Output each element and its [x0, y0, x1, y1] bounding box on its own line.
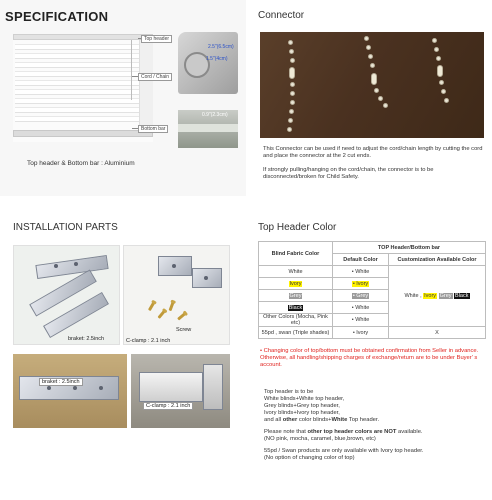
note-text: Please note that — [264, 429, 308, 435]
fabric-grey: Grey — [289, 292, 302, 299]
chain-bead — [432, 38, 437, 43]
table-row — [259, 327, 486, 339]
blind-slat — [15, 107, 151, 113]
top-header-callout: Top header — [141, 35, 172, 43]
note-text: and all — [264, 417, 283, 423]
screw-icon — [148, 302, 155, 311]
chain-bead — [439, 80, 444, 85]
default-cell — [333, 290, 389, 302]
chain-bead — [444, 98, 449, 103]
bottom-bar-dimension: 0.9"(2.3cm) — [202, 112, 228, 118]
specification-caption: Top header & Bottom bar : Aluminium — [27, 160, 135, 167]
note-bold: other — [282, 417, 298, 423]
note-text: Top header. — [347, 417, 380, 423]
note-text: color blinds+ — [297, 417, 332, 423]
cord-chain — [131, 40, 132, 100]
blind-slat — [15, 116, 151, 122]
note-line — [264, 429, 488, 436]
fabric-cell — [259, 290, 333, 302]
table-row — [259, 266, 486, 278]
note-text: available. — [396, 429, 423, 435]
fabric-cell — [259, 302, 333, 314]
braket-label: braket: 2.5inch — [68, 336, 105, 342]
top-header-color-title: Top Header Color — [258, 222, 337, 233]
chain-bead — [374, 88, 379, 93]
clamp-parts-photo — [123, 245, 230, 345]
chain-bead — [287, 127, 292, 132]
custom-black: Black — [455, 293, 469, 299]
note-line: White blinds+White top header, — [264, 396, 345, 402]
connector-safety-note: If strongly pulling/hanging on the cord/chain, the connector is to be disconnected/broken for Child Safety. — [263, 167, 434, 180]
chain-bead — [290, 82, 295, 87]
top-header-notes — [264, 389, 488, 462]
screw-icon — [169, 302, 175, 311]
c-clamp-install-label: C-clamp : 2.1 inch — [143, 402, 193, 410]
chain-bead — [370, 63, 375, 68]
bracket-part — [35, 255, 108, 279]
top-header-rail — [13, 34, 153, 40]
installed-header — [139, 372, 203, 402]
default-ivory: • Ivory — [352, 280, 369, 287]
connector-clip — [371, 73, 377, 85]
connector-clip — [289, 67, 295, 79]
bracket-parts-photo — [13, 245, 120, 345]
group-header: TOP Header/Bottom bar — [333, 242, 486, 254]
fabric-ivory: Ivory — [289, 280, 302, 287]
default-cell: • White — [333, 314, 389, 327]
chain-bead — [366, 45, 371, 50]
chain-bead — [289, 109, 294, 114]
connector-photo — [260, 32, 484, 138]
note-line: (No option of changing color of top) — [264, 455, 355, 461]
specification-title: SPECIFICATION — [5, 9, 109, 24]
note-line: Grey blinds+Grey top header, — [264, 403, 340, 409]
default-cell: • White — [333, 266, 389, 278]
col-blind-fabric: Blind Fabric Color — [259, 242, 333, 266]
top-header-dimension: 2.5"(6.5cm) — [208, 44, 234, 50]
default-grey: • Grey — [352, 292, 369, 299]
bottom-bar-strip — [178, 124, 238, 132]
col-default-color: Default Color — [333, 254, 389, 266]
note-line: Top header is to be — [264, 389, 314, 395]
chain-bead — [378, 96, 383, 101]
custom-white: White , — [404, 293, 422, 299]
chain-bead — [289, 49, 294, 54]
note-line: (NO pink, mocha, caramel, blue,brown, etc) — [264, 436, 376, 442]
color-change-warning: • Changing color of top/bottom must be obtained confirmation from Seller in advance. Otherwise, all handling/shipping charges of exchange/return are to be under Buyer' s account. — [260, 348, 479, 368]
note-bold: White — [331, 417, 348, 423]
bracket-hole — [73, 386, 77, 390]
fabric-cell: Other Colors (Mocha, Pink etc) — [259, 314, 333, 327]
bracket-hole — [47, 386, 51, 390]
bottom-bar-rail — [13, 130, 153, 137]
cord-chain-callout: Cord / Chain — [138, 73, 172, 81]
note-line — [264, 417, 488, 424]
screw-label: Screw — [176, 327, 192, 333]
installed-clamp — [203, 364, 223, 410]
fabric-cell: White — [259, 266, 333, 278]
chain-bead — [364, 36, 369, 41]
bracket-hole — [99, 386, 103, 390]
fabric-cell: 55pd , swan (Triple shades) — [259, 327, 333, 339]
chain-bead — [383, 103, 388, 108]
note-line: 55pd / Swan products are only available with Ivory top header. — [264, 448, 424, 454]
fabric-black: Black — [288, 304, 303, 311]
note-bold: other top header colors are NOT — [307, 429, 397, 435]
top-header-color-table — [258, 241, 486, 339]
col-custom-color: Customization Available Color — [389, 254, 486, 266]
clamp-installed-photo — [131, 354, 230, 428]
chain-bead — [290, 91, 295, 96]
connector-clip — [437, 65, 443, 77]
custom-ivory: Ivory — [424, 293, 437, 299]
top-header-photo — [178, 32, 238, 94]
default-cell: • Ivory — [333, 327, 389, 339]
top-header-dimension: 1.5"(4cm) — [206, 56, 228, 62]
chain-bead — [368, 54, 373, 59]
c-clamp-label: C-clamp : 2.1 inch — [126, 338, 171, 344]
connector-title: Connector — [258, 10, 305, 21]
custom-colors-cell — [389, 266, 486, 327]
connector-description: This Connector can be used if need to adjust the cord/chain length by cutting the cord and place the connector at the 2 cut ends. — [263, 146, 483, 159]
clamp-hole — [204, 276, 208, 280]
chain-bead — [288, 118, 293, 123]
chain-bead — [434, 47, 439, 52]
chain-bead — [436, 56, 441, 61]
bottom-bar-callout: Bottom bar — [138, 125, 168, 133]
bracket-hole — [74, 262, 78, 266]
specification-panel — [0, 0, 246, 196]
custom-grey: Grey — [439, 293, 452, 299]
screw-icon — [157, 310, 165, 319]
chain-bead — [290, 58, 295, 63]
bracket-hole — [54, 264, 58, 268]
chain-bead — [441, 89, 446, 94]
fabric-cell — [259, 278, 333, 290]
default-cell: • White — [333, 302, 389, 314]
installation-title: INSTALLATION PARTS — [13, 222, 118, 233]
default-cell — [333, 278, 389, 290]
clamp-hole — [172, 264, 176, 268]
bracket-installed-photo — [13, 354, 127, 428]
custom-cell: X — [389, 327, 486, 339]
bottom-bar-photo — [178, 110, 238, 148]
chain-bead — [288, 40, 293, 45]
chain-bead — [290, 100, 295, 105]
screw-icon — [177, 312, 186, 320]
braket-install-label: braket : 2.5inch — [39, 378, 83, 386]
blind-illustration — [13, 34, 153, 142]
side-bracket — [139, 40, 153, 130]
note-line: Ivory blinds+Ivory top header, — [264, 410, 340, 416]
